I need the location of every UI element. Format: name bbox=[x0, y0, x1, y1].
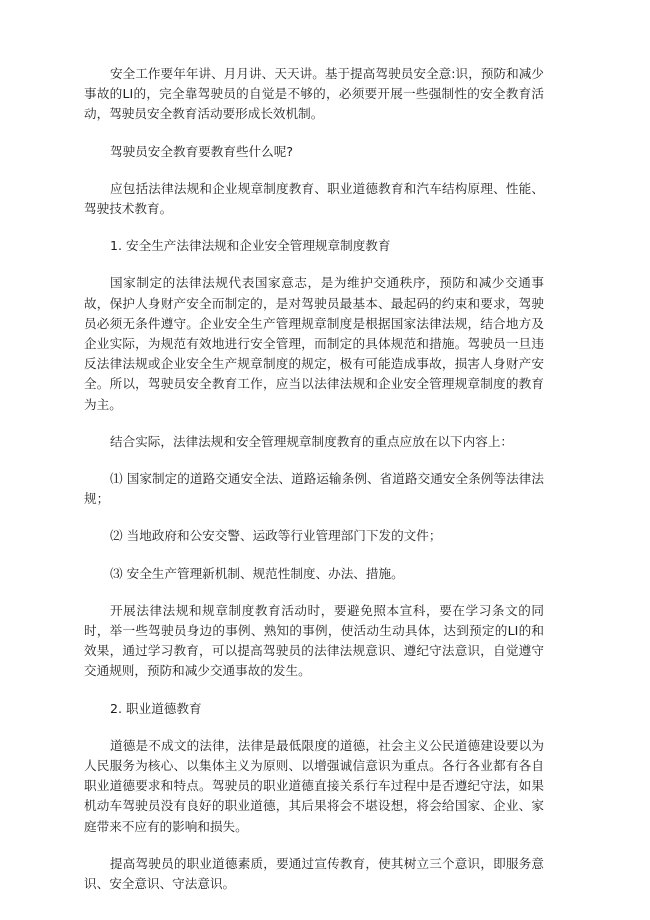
paragraph-ethics bbox=[84, 736, 544, 837]
list-item-text: ⑶ 安全生产管理新机制、规范性制度、办法、措施。 bbox=[110, 565, 404, 581]
list-item-text: ⑴ 国家制定的道路交通安全法、道路运输条例、省道路交通安全条例等法律法规； bbox=[84, 471, 544, 507]
paragraph-question bbox=[84, 142, 544, 162]
paragraph-awareness bbox=[84, 854, 544, 894]
paragraph-activities bbox=[84, 601, 544, 682]
section-heading-1 bbox=[84, 236, 544, 256]
paragraph-text: 结合实际，法律法规和安全管理规章制度教育的重点应放在以下内容上： bbox=[110, 433, 513, 449]
paragraph-text: 应包括法律法规和企业规章制度教育、职业道德教育和汽车结构原理、性能、驾驶技术教育。 bbox=[84, 180, 544, 217]
paragraph-text: 开展法律法规和规章制度教育活动时，要避免照本宣科，要在学习条文的同时，举一些驾驶员身边的事例、熟知的事例，使活动生动具体，达到预定的LI的和效果，通过学习教育，可以提高驾驶员的法律法规意识、遵纪守法意识，自觉遵守交通规则，预防和减少交通事故的发生。 bbox=[84, 602, 544, 679]
section-heading-2 bbox=[84, 699, 544, 719]
paragraph-text: 安全工作要年年讲、月月讲、天天讲。基于提高驾驶员安全意:识，预防和减少事故的LI的，完全靠驾驶员的自觉是不够的，必须要开展一些强制性的安全教育活动，驾驶员安全教育活动要形成长效机制。 bbox=[84, 66, 544, 122]
section-heading-text: 1. 安全生产法律法规和企业安全管理规章制度教育 bbox=[110, 238, 391, 254]
paragraph-scope bbox=[84, 179, 544, 219]
list-item-2 bbox=[84, 526, 544, 546]
paragraph-text: 提高驾驶员的职业道德素质，要通过宣传教育，使其树立三个意识，即服务意识、安全意识、守法意识。 bbox=[84, 855, 544, 892]
list-item-1 bbox=[84, 469, 544, 509]
paragraph-law-regulations bbox=[84, 273, 544, 414]
paragraph-text: 驾驶员安全教育要教育些什么呢? bbox=[110, 143, 293, 159]
paragraph-intro bbox=[84, 64, 544, 125]
paragraph-text: 道德是不成文的法律，法律是最低限度的道德，社会主义公民道德建设要以为人民服务为核心、以集体主义为原则、以增强诚信意识为重点。各行各业都有各自职业道德要求和特点。驾驶员的职业道德直接关系行车过程中是否遵纪守法，如果机动车驾驶员没有良好的职业道德，其后果将会不堪设想，将会给国家、企业、家庭带来不应有的影响和损失。 bbox=[84, 737, 544, 834]
paragraph-text: 国家制定的法律法规代表国家意志，是为维护交通秩序，预防和减少交通事故，保护人身财产安全而制定的，是对驾驶员最基本、最起码的约束和要求，驾驶员必须无条件遵守。企业安全生产管理规章制度是根据国家法律法规，结合地方及企业实际，为规范有效地进行安全管理，而制定的具体规范和措施。驾驶员一旦违反法律法规或企业安全生产规章制度的规定，极有可能造成事故，损害人身财产安全。所以，驾驶员安全教育工作，应当以法律法规和企业安全管理规章制度的教育为主。 bbox=[84, 275, 544, 412]
paragraph-focus bbox=[84, 432, 544, 452]
list-item-3 bbox=[84, 564, 544, 584]
list-item-text: ⑵ 当地政府和公安交警、运政等行业管理部门下发的文件； bbox=[110, 528, 442, 544]
section-heading-text: 2. 职业道德教育 bbox=[110, 700, 202, 716]
